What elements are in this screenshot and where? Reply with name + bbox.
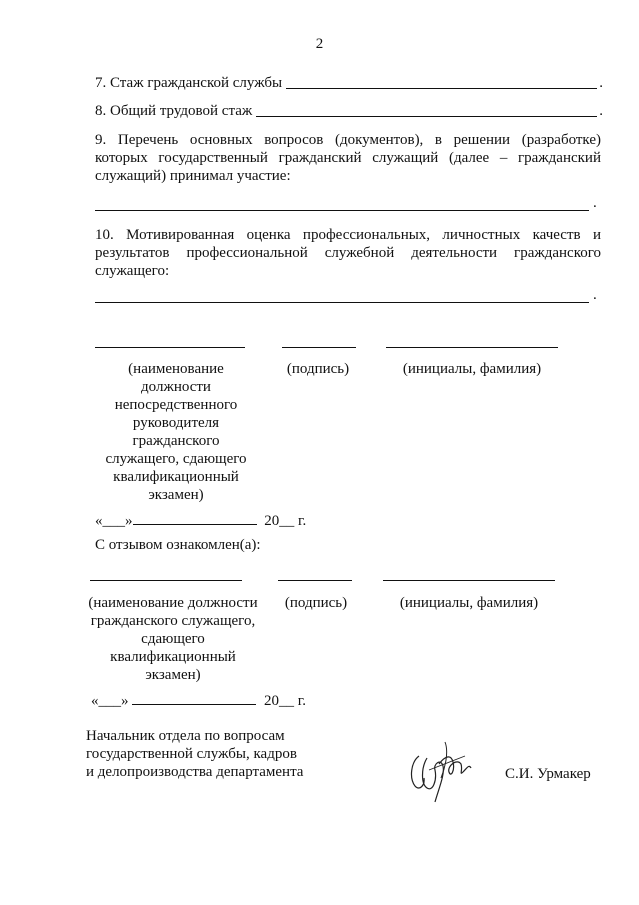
position-line[interactable] bbox=[95, 347, 245, 348]
fill-line[interactable] bbox=[286, 87, 597, 89]
item-10-answer-line[interactable] bbox=[95, 302, 589, 303]
item-10-text: 10. Мотивированная оценка профессиональных, личностных качеств и результатов профессиональной служебной деятельности гражданского служащего: bbox=[95, 227, 601, 279]
signature-line[interactable] bbox=[278, 580, 352, 581]
field-total-work-tenure bbox=[95, 100, 603, 120]
signer-name: С.И. Урмакер bbox=[505, 766, 591, 782]
date-day[interactable]: «___» bbox=[95, 513, 133, 529]
field-label: 8. Общий трудовой стаж bbox=[95, 103, 253, 119]
date-line bbox=[95, 510, 306, 530]
item-9-answer-line[interactable] bbox=[95, 210, 589, 211]
field-civil-service-tenure bbox=[95, 72, 603, 92]
signer-position-line: и делопроизводства департамента bbox=[86, 764, 304, 780]
period: . bbox=[593, 287, 597, 303]
period: . bbox=[593, 195, 597, 211]
name-line[interactable] bbox=[386, 347, 558, 348]
fill-line[interactable] bbox=[256, 115, 597, 117]
signature-line[interactable] bbox=[282, 347, 356, 348]
signer-position-line: государственной службы, кадров bbox=[86, 746, 297, 762]
signature-caption: (подпись) bbox=[284, 595, 348, 611]
position-caption: (наименование должности гражданского служащего, сдающего квалификационный экзамен) bbox=[88, 595, 258, 683]
period: . bbox=[599, 75, 603, 91]
signer-position bbox=[86, 727, 346, 781]
date-month-line[interactable] bbox=[133, 510, 257, 525]
item-9-text: 9. Перечень основных вопросов (документов), в решении (разработке) которых государственный гражданский служащий (далее – гражданский служащий) принимал участие: bbox=[95, 132, 601, 184]
position-caption: (наименование должности непосредственного руководителя гражданского служащего, сдающего квалификационный экзамен) bbox=[105, 361, 247, 503]
field-label: 7. Стаж гражданской службы bbox=[95, 75, 283, 91]
date-month-line[interactable] bbox=[132, 690, 256, 705]
page-number: 2 bbox=[315, 36, 324, 52]
date-year: 20__ г. bbox=[264, 513, 307, 529]
acquainted-label: С отзывом ознакомлен(а): bbox=[95, 537, 261, 553]
signer-position-line: Начальник отдела по вопросам bbox=[86, 728, 285, 744]
handwritten-signature-icon bbox=[405, 728, 477, 808]
name-line[interactable] bbox=[383, 580, 555, 581]
date-day[interactable]: «___» bbox=[91, 693, 129, 709]
name-caption: (инициалы, фамилия) bbox=[399, 595, 539, 611]
date-year: 20__ г. bbox=[264, 693, 306, 709]
signature-caption: (подпись) bbox=[286, 361, 350, 377]
position-line[interactable] bbox=[90, 580, 242, 581]
name-caption: (инициалы, фамилия) bbox=[402, 361, 542, 377]
date-line bbox=[91, 690, 306, 710]
period: . bbox=[599, 103, 603, 119]
